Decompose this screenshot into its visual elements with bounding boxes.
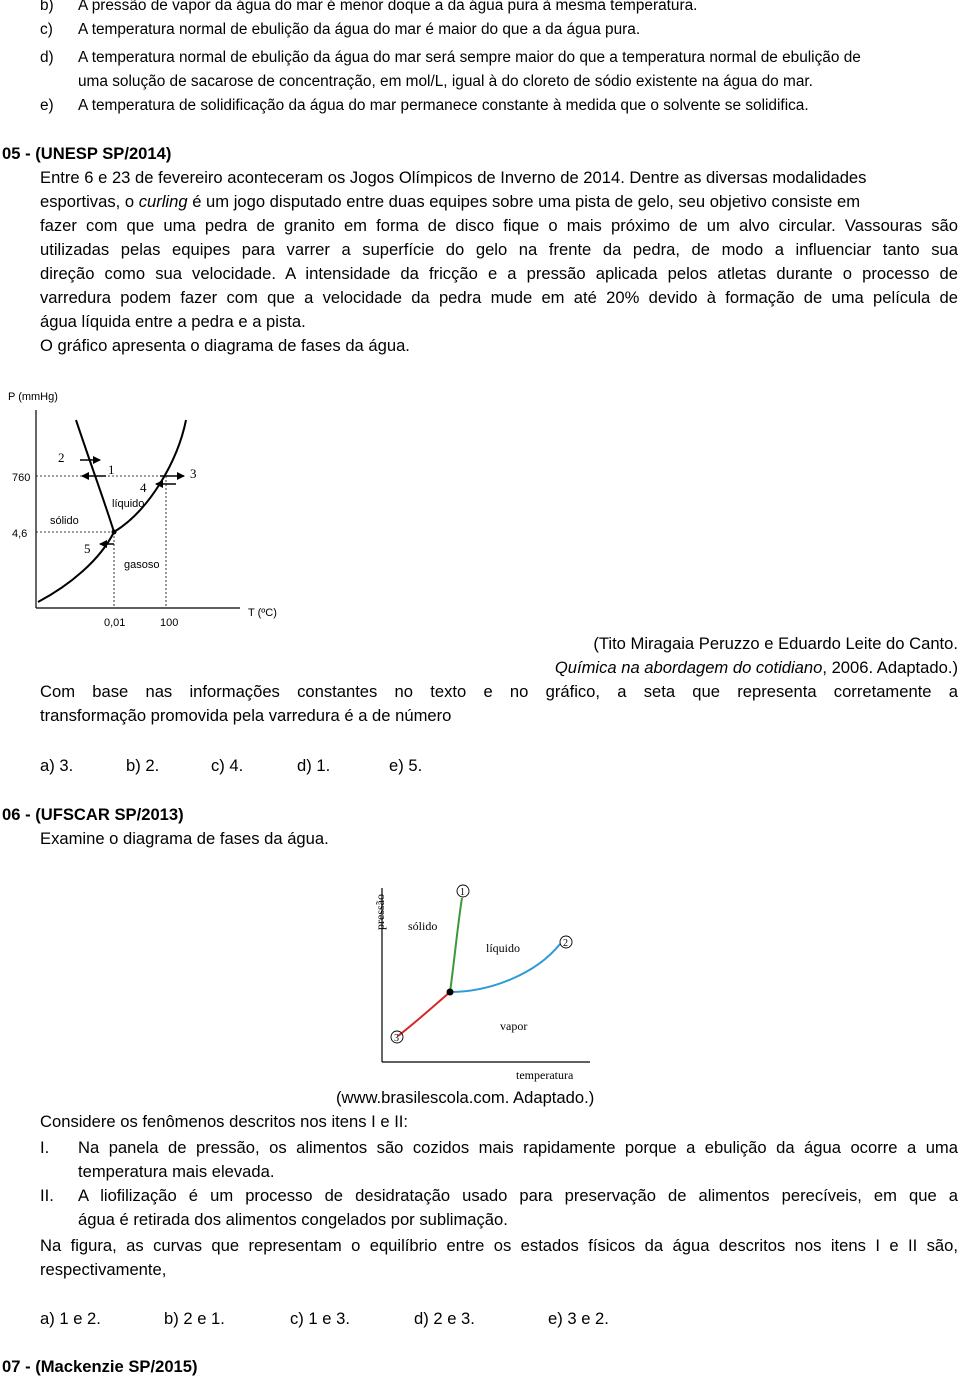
q05-header: 05 - (UNESP SP/2014) [2, 144, 172, 163]
x-axis-label: T (ºC) [248, 607, 277, 619]
q06-item-ii-line-2: água é retirada dos alimentos congelados por sublimação. [78, 1210, 508, 1229]
q06-item-i-line-2: temperatura mais elevada. [78, 1162, 275, 1181]
marker-label-1: 1 [460, 887, 465, 898]
q06-option-e[interactable]: e) 3 e 2. [548, 1309, 609, 1328]
option-d-text-1: A temperatura normal de ebulição da água do mar será sempre maior do que a temperatura normal de ebulição de [78, 49, 861, 66]
solid-vapor-curve [398, 992, 450, 1036]
q05-line-7: água líquida entre a pedra e a pista. [40, 312, 306, 331]
option-b-text: A pressão de vapor da água do mar é menor doque a da água pura à mesma temperatura. [78, 0, 698, 14]
q06-option-b[interactable]: b) 2 e 1. [164, 1309, 225, 1328]
q05-line-1: Entre 6 e 23 de fevereiro aconteceram os Jogos Olímpicos de Inverno de 2014. Dentre as diversas modalidades [40, 168, 867, 187]
q06-intro: Examine o diagrama de fases da água. [40, 829, 329, 848]
option-e-text: A temperatura de solidificação da água do mar permanece constante à medida que o solvente se solidifica. [78, 97, 809, 114]
q06-item-ii-number: II. [40, 1186, 54, 1205]
q07-header: 07 - (Mackenzie SP/2015) [2, 1357, 198, 1376]
q05-citation-1: (Tito Miragaia Peruzzo e Eduardo Leite do Canto. [593, 634, 958, 653]
arrow-label-2: 2 [58, 450, 65, 465]
q06-source: (www.brasilescola.com. Adaptado.) [336, 1088, 595, 1107]
marker-label-2: 2 [563, 938, 568, 949]
q05-option-e[interactable]: e) 5. [389, 756, 423, 775]
q06-header: 06 - (UFSCAR SP/2013) [2, 805, 184, 824]
y-axis-label: pressão [373, 894, 387, 930]
q05-citation-2: Química na abordagem do cotidiano, 2006. Adaptado.) [554, 658, 958, 677]
q06-item-i-line-1: Na panela de pressão, os alimentos são cozidos mais rapidamente porque a ebulição da água ocorre a uma [78, 1138, 958, 1157]
q05-option-c[interactable]: c) 4. [211, 756, 244, 775]
option-e-letter: e) [40, 97, 54, 114]
q05-option-d[interactable]: d) 1. [297, 756, 331, 775]
q05-line-2: esportivas, o curling é um jogo disputado entre duas equipes sobre uma pista de gelo, seu objetivo consiste em [40, 192, 861, 211]
option-b-letter: b) [40, 0, 54, 14]
region-solid: sólido [50, 515, 79, 527]
q05-line-6: varredura podem fazer com que a velocidade da pedra mude em até 20% devido à formação de uma película de [40, 288, 958, 307]
q05-option-b[interactable]: b) 2. [126, 756, 160, 775]
q06-option-a[interactable]: a) 1 e 2. [40, 1309, 101, 1328]
q05-line-8: O gráfico apresenta o diagrama de fases da água. [40, 336, 410, 355]
q06-question-2: respectivamente, [40, 1260, 167, 1279]
q05-line-3: fazer com que uma pedra de granito em forma de disco fique o mais próximo de um alvo circular. Vassouras são [40, 216, 958, 235]
solid-gas-curve [38, 532, 114, 602]
option-d-letter: d) [40, 49, 54, 66]
q05-prompt-1: Com base nas informações constantes no texto e no gráfico, a seta que representa corretamente a [40, 682, 958, 701]
arrow-label-5: 5 [84, 541, 91, 556]
solid-liquid-curve [450, 898, 462, 992]
x-axis-label: temperatura [516, 1068, 574, 1082]
region-gas: gasoso [124, 559, 160, 571]
q06-option-d[interactable]: d) 2 e 3. [414, 1309, 475, 1328]
region-liquid: líquido [112, 498, 145, 510]
option-d-text-2: uma solução de sacarose de concentração, em mol/L, igual à do cloreto de sódio existente na água do mar. [78, 73, 813, 90]
region-liquid: líquido [486, 941, 521, 955]
x-tick-100: 100 [160, 617, 179, 629]
arrow-label-1: 1 [108, 462, 115, 477]
q06-item-ii-line-1: A liofilização é um processo de desidratação usado para preservação de alimentos perecíveis, em que a [78, 1186, 958, 1205]
q06-phase-diagram [360, 872, 600, 1084]
marker-label-3: 3 [394, 1033, 399, 1044]
option-c-letter: c) [40, 21, 53, 38]
triple-point [447, 989, 454, 996]
q05-prompt-2: transformação promovida pela varredura é a de número [40, 706, 452, 725]
x-tick-0-01: 0,01 [104, 617, 126, 629]
q05-phase-diagram [0, 380, 300, 632]
q06-item-i-number: I. [40, 1138, 50, 1157]
y-tick-4-6: 4,6 [12, 528, 28, 540]
q05-option-a[interactable]: a) 3. [40, 756, 74, 775]
option-c-text: A temperatura normal de ebulição da água do mar é maior do que a da água pura. [78, 21, 641, 38]
region-vapor: vapor [500, 1019, 528, 1033]
arrow-label-3: 3 [190, 466, 197, 481]
arrow-label-4: 4 [140, 480, 147, 495]
y-axis-label: P (mmHg) [8, 391, 58, 403]
y-tick-760: 760 [12, 472, 31, 484]
q05-line-5: direção como sua velocidade. A intensidade da fricção e a pressão aplicada pelos atletas durante o processo de [40, 264, 958, 283]
q05-line-4: utilizadas pelas equipes para varrer a superfície do gelo na frente da pedra, de modo a influenciar tanto sua [40, 240, 958, 259]
q06-consider: Considere os fenômenos descritos nos itens I e II: [40, 1112, 409, 1131]
triple-point [112, 530, 117, 535]
q06-question-1: Na figura, as curvas que representam o equilíbrio entre os estados físicos da água descritos nos itens I e II são, [40, 1236, 958, 1255]
q06-option-c[interactable]: c) 1 e 3. [290, 1309, 350, 1328]
region-solid: sólido [408, 919, 438, 933]
